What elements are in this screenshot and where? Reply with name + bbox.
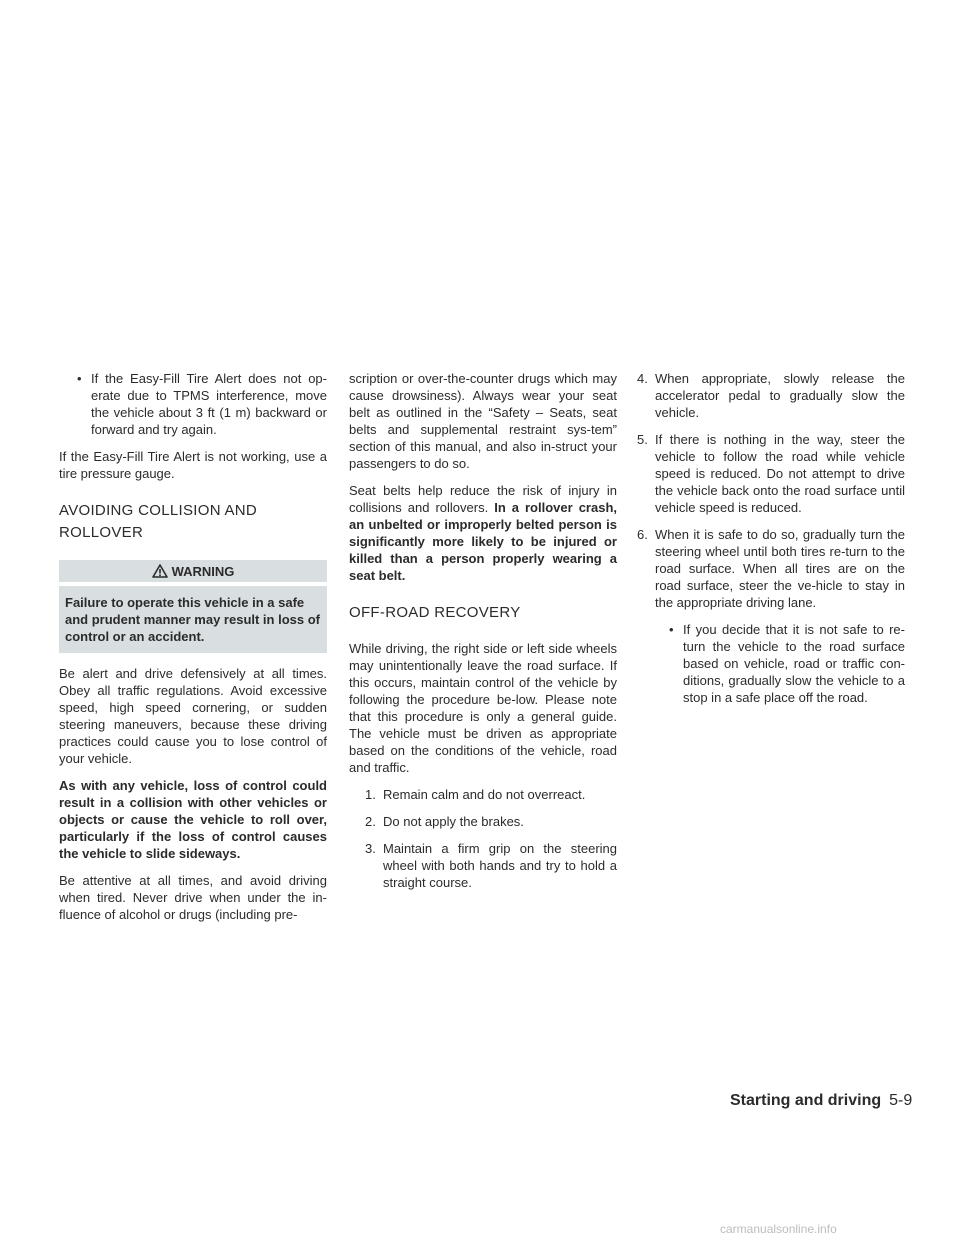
step-text: When it is safe to do so, gradually turn the steering wheel until both tires re-turn to the road surface. When all tires are on the road surface, steer the ve-hicle to stay in the appropriate driving lane. [655,527,905,610]
step-text: If there is nothing in the way, steer the vehicle to follow the road while vehicle speed is reduced. Do not attempt to drive the vehicle back onto the road surface until vehicle speed is reduced. [655,432,905,515]
paragraph-be-attentive: Be attentive at all times, and avoid driving when tired. Never drive when under the in-fluence of alcohol or drugs (including pre- [59,873,327,922]
footer-page-number: 5-9 [889,1092,913,1109]
list-item-easy-fill [77,370,327,438]
paragraph-seat-belt-continued: scription or over-the-counter drugs which may cause drowsiness). Always wear your seat belt as outlined in the “Safety – Seats, seat belts and supplemental restraint sys-tem” section of this manual, and also in-struct your passengers to do so. [349,371,617,471]
warning-box [59,560,327,653]
step-number: 2. [365,814,376,829]
paragraph-off-road: While driving, the right side or left side wheels may unintentionally leave the road surface. If this occurs, maintain control of the vehicle by following the procedure be-low. Please note that this procedure is only a general guide. The vehicle must be driven as appropriate based on the conditions of the vehicle, road and traffic. [349,641,617,775]
paragraph-seat-belts [349,482,617,584]
warning-text: Failure to operate this vehicle in a safe and prudent manner may result in loss of control or an accident. [59,586,327,653]
warning-triangle-icon [152,564,168,578]
warning-header [59,560,327,582]
column-2 [349,370,617,901]
step-text: Remain calm and do not overreact. [383,787,586,802]
column-1 [59,370,327,933]
step-number: 6. [637,527,648,542]
heading-line-2: ROLLOVER [59,524,144,541]
step-item [637,526,905,611]
watermark: carmanualsonline.info [720,1222,837,1236]
paragraph-be-alert: Be alert and drive defensively at all times. Obey all traffic regulations. Avoid excessive speed, high speed cornering, or sudden steering maneuvers, because these driving practices could cause you to lose control of your vehicle. [59,666,327,766]
bullet-mark: • [669,622,674,637]
warning-label: WARNING [171,563,235,579]
seat-belt-text: Seat belts help reduce the risk of injury in collisions and rollovers. [349,483,617,515]
column-3 [637,370,905,716]
step-item [365,813,617,830]
step-item [637,370,905,421]
step-item [365,840,617,891]
page-footer [730,1092,912,1110]
heading-line-1: AVOIDING COLLISION AND [59,502,258,519]
section-heading-off-road-recovery: OFF-ROAD RECOVERY [349,604,521,621]
footer-section-title: Starting and driving [730,1092,882,1109]
step-item [365,786,617,803]
step-text: Maintain a firm grip on the steering wheel with both hands and try to hold a straight course. [383,841,617,890]
paragraph-loss-of-control: As with any vehicle, loss of control could result in a collision with other vehicles or objects or cause the vehicle to roll over, particularly if the loss of control causes the vehicle to slide sideways. [59,778,327,861]
sub-bullet-item [669,621,905,706]
bullet-mark: • [77,371,82,386]
step-number: 3. [365,841,376,856]
section-heading-avoiding-collision [59,500,327,544]
seat-belt-bold-text: In a rollover crash, an unbelted or improperly belted person is significantly more likely to be injured or killed than a person properly wearing a seat belt. [349,500,617,583]
step-number: 1. [365,787,376,802]
sub-bullet-text: If you decide that it is not safe to re-turn the vehicle to the road surface based on vehicle, road or traffic con-ditions, gradually slow the vehicle to a stop in a safe place off the road. [683,622,905,705]
bullet-text: If the Easy-Fill Tire Alert does not op-erate due to TPMS interference, move the vehicle about 3 ft (1 m) backward or forward and try again. [91,371,327,437]
paragraph-tire-gauge: If the Easy-Fill Tire Alert is not working, use a tire pressure gauge. [59,449,327,481]
step-item [637,431,905,516]
step-number: 4. [637,371,648,386]
step-number: 5. [637,432,648,447]
step-text: Do not apply the brakes. [383,814,524,829]
step-text: When appropriate, slowly release the accelerator pedal to gradually slow the vehicle. [655,371,905,420]
